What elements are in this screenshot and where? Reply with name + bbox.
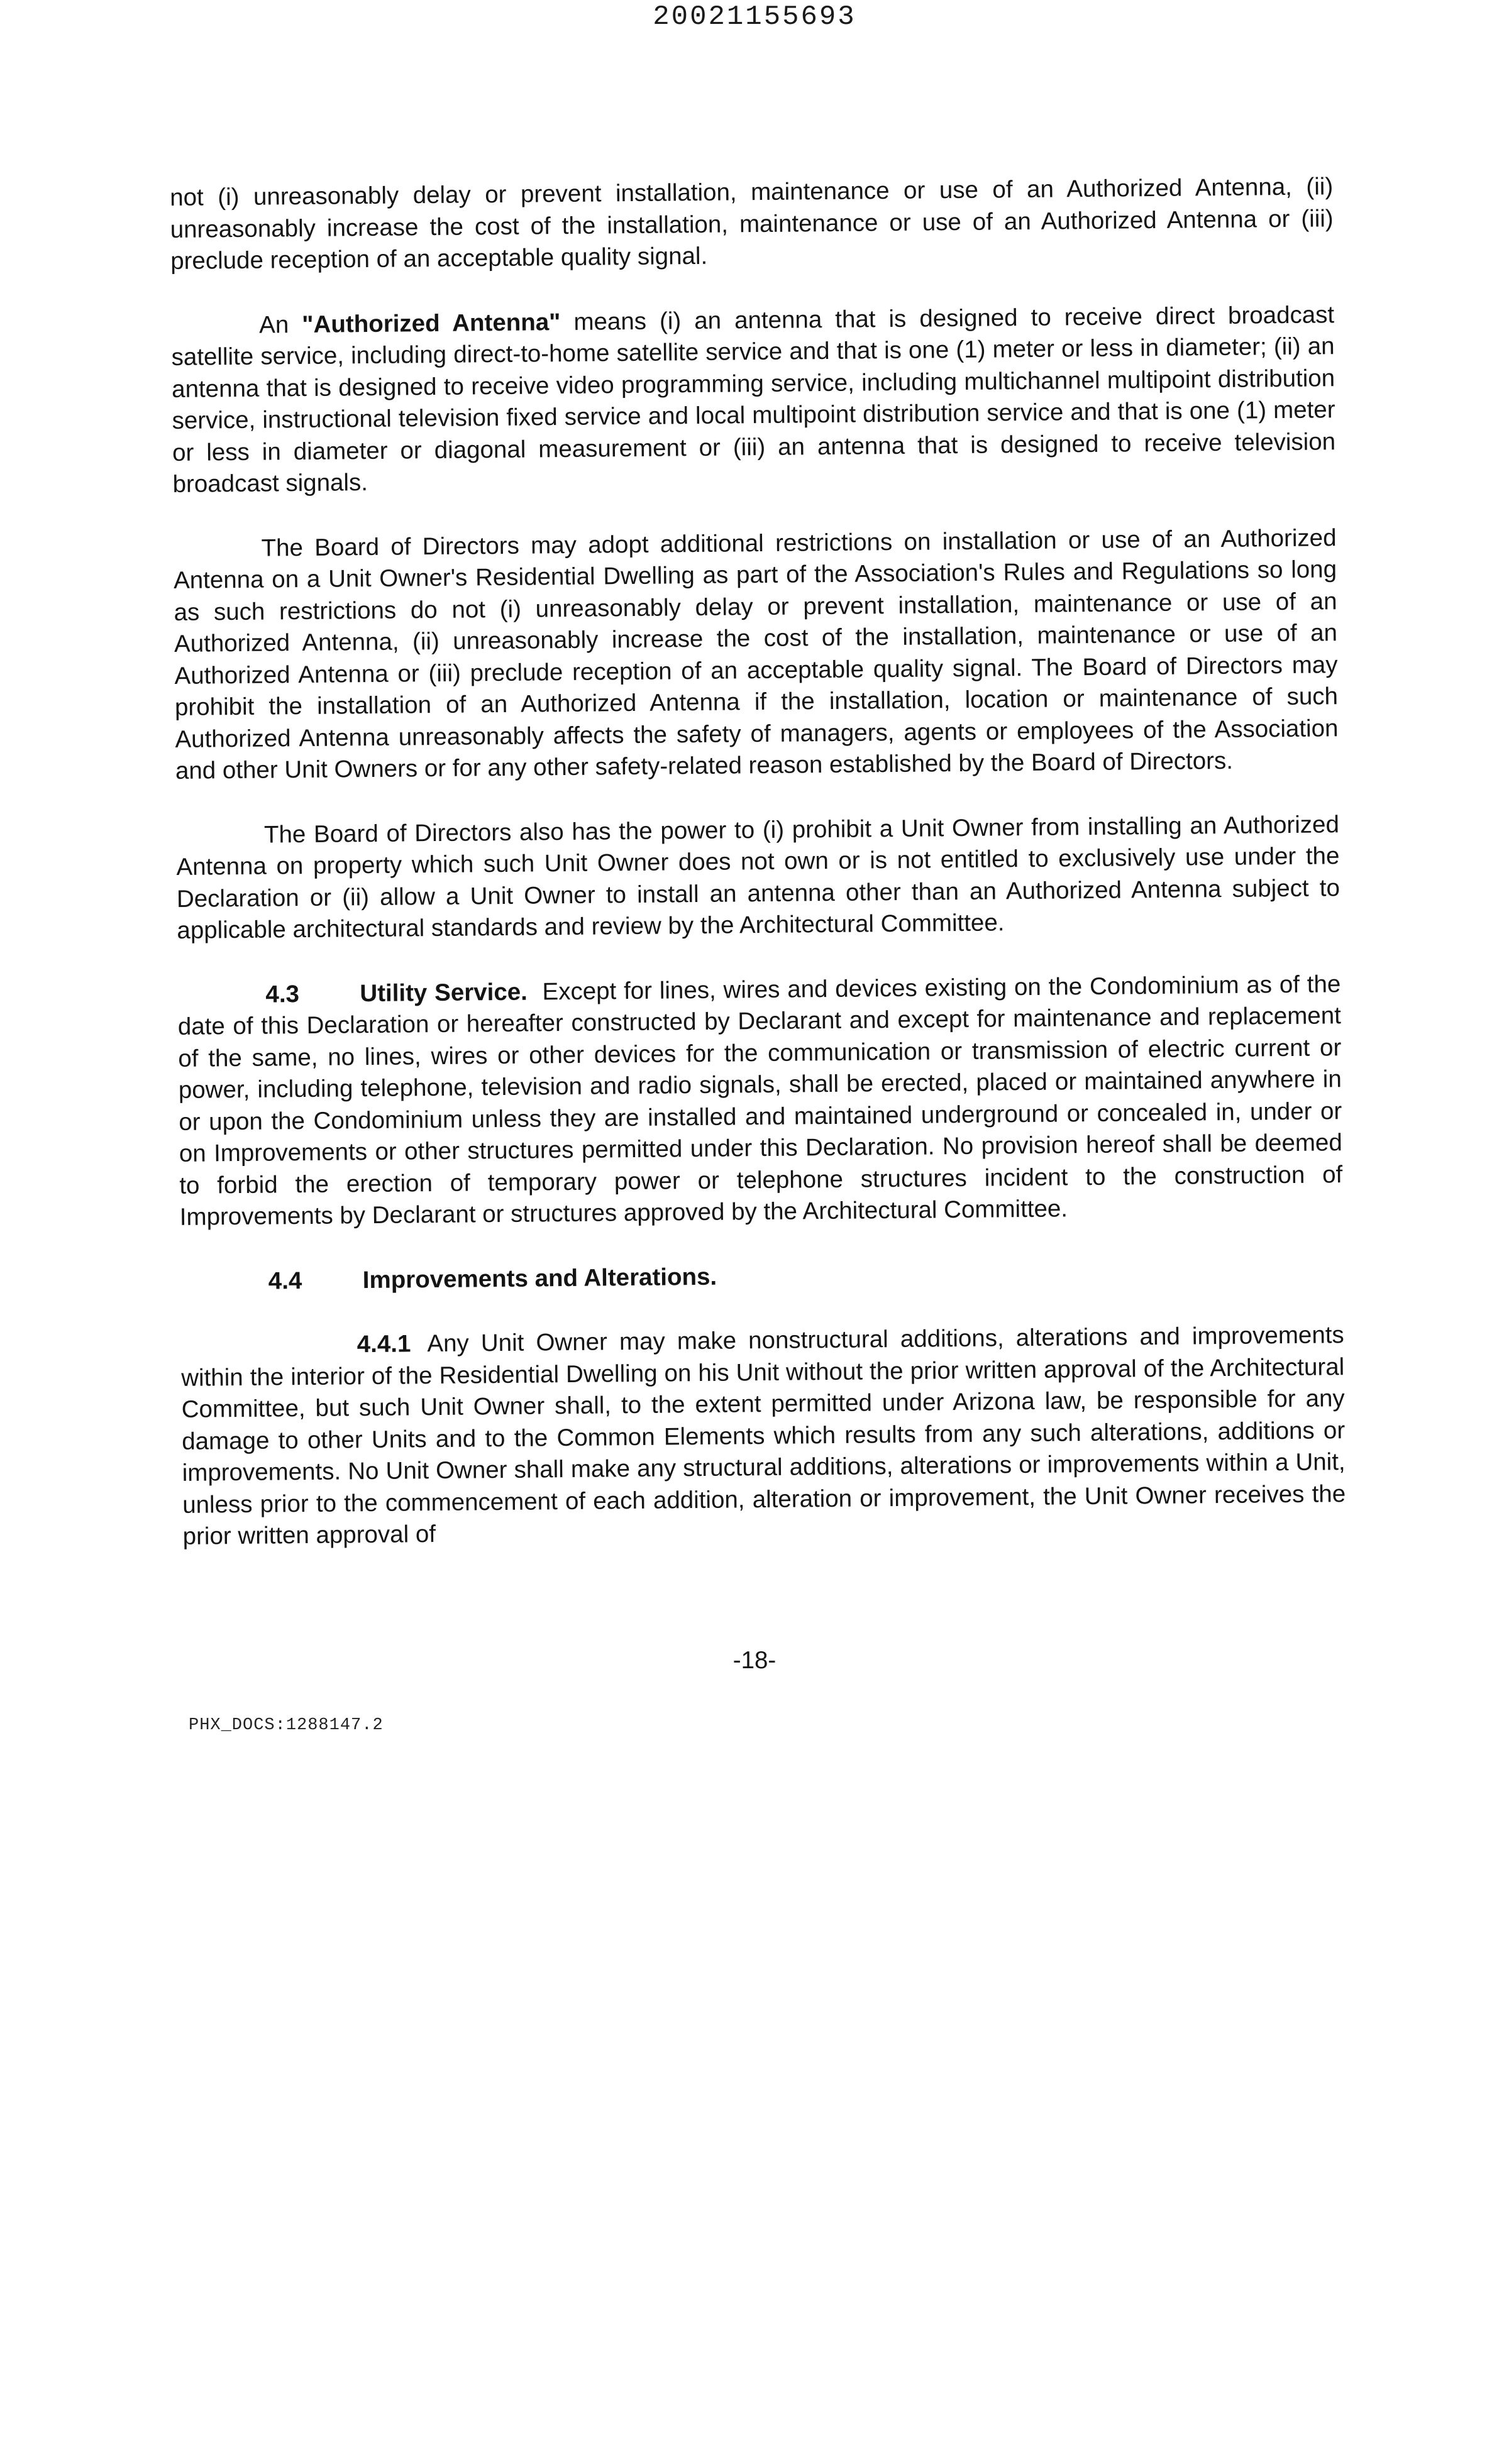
- paragraph-authorized-antenna-definition: [171, 299, 1336, 501]
- subsection-number: 4.4.1: [357, 1330, 411, 1358]
- page-number: -18-: [732, 1647, 777, 1674]
- subsection-4-4-1: [181, 1319, 1346, 1553]
- defined-term: "Authorized Antenna": [302, 308, 561, 338]
- document-body: [170, 171, 1346, 1553]
- footer-document-code: PHX_DOCS:1288147.2: [189, 1716, 384, 1735]
- subsection-text: Any Unit Owner may make nonstructural additions, alterations and improvements within the interior of the Residential Dwelling on his Unit without the prior written approval of the Architectural Committee, but such Unit Owner shall, to the extent permitted under Arizona law, be responsible for any damage to other Units and to the Common Elements which results from any such alterations, additions or improvements. No Unit Owner shall make any structural additions, alterations or improvements within a Unit, unless prior to the commencement of each addition, alteration or improvement, the Unit Owner receives the prior written approval of: [181, 1321, 1346, 1550]
- section-text: Except for lines, wires and devices existing on the Condominium as of the date of this Declaration or hereafter constructed by Declarant and except for maintenance and replacement of the same, no lines, wires or other devices for the communication or transmission of electric current or power, including telephone, television and radio signals, shall be erected, placed or maintained anywhere in or upon the Condominium unless they are installed and maintained underground or concealed in, under or on Improvements or other structures permitted under this Declaration. No provision hereof shall be deemed to forbid the erection of temporary power or telephone structures incident to the construction of Improvements by Declarant or structures approved by the Architectural Committee.: [177, 970, 1343, 1231]
- paragraph-lead: An: [258, 311, 302, 339]
- section-number: 4.3: [265, 980, 300, 1008]
- section-title: Utility Service.: [360, 978, 528, 1007]
- section-4-4-heading: [180, 1255, 1344, 1298]
- section-4-3: [177, 969, 1343, 1234]
- paragraph-board-restrictions: The Board of Directors may adopt additional restrictions on installation or use of an Authorized Antenna on a Unit Owner's Residential Dwelling as part of the Association's Rules and Regulations so long as such restrictions do not (i) unreasonably delay or prevent installation, maintenance or use of an Authorized Antenna, (ii) unreasonably increase the cost of the installation, maintenance or use of an Authorized Antenna or (iii) preclude reception of an acceptable quality signal. The Board of Directors may prohibit the installation of an Authorized Antenna if the installation, location or maintenance of such Authorized Antenna unreasonably affects the safety of managers, agents or employees of the Association and other Unit Owners or for any other safety-related reason established by the Board of Directors.: [173, 524, 1339, 784]
- document-number: 20021155693: [653, 1, 856, 33]
- section-title: Improvements and Alterations.: [362, 1263, 717, 1294]
- paragraph-text: means (i) an antenna that is designed to receive direct broadcast satellite service, including direct-to-home satellite service and that is one (1) meter or less in diameter; (ii) an antenna that is designed to receive video programming service, including multichannel multipoint distribution service, instructional television fixed service and local multipoint distribution service and that is one (1) meter or less in diameter or diagonal measurement or (iii) an antenna that is designed to receive television broadcast signals.: [171, 300, 1336, 498]
- section-number: 4.4: [268, 1267, 302, 1295]
- paragraph-board-powers: The Board of Directors also has the power to (i) prohibit a Unit Owner from installing an Authorized Antenna on property which such Unit Owner does not own or is not entitled to exclusively use under the Declaration or (ii) allow a Unit Owner to install an antenna other than an Authorized Antenna subject to applicable architectural standards and review by the Architectural Committee.: [176, 810, 1340, 944]
- paragraph-continuation: not (i) unreasonably delay or prevent installation, maintenance or use of an Authorized Antenna, (ii) unreasonably increase the cost of the installation, maintenance or use of an Authorized Antenna or (iii) preclude reception of an acceptable quality signal.: [170, 173, 1334, 275]
